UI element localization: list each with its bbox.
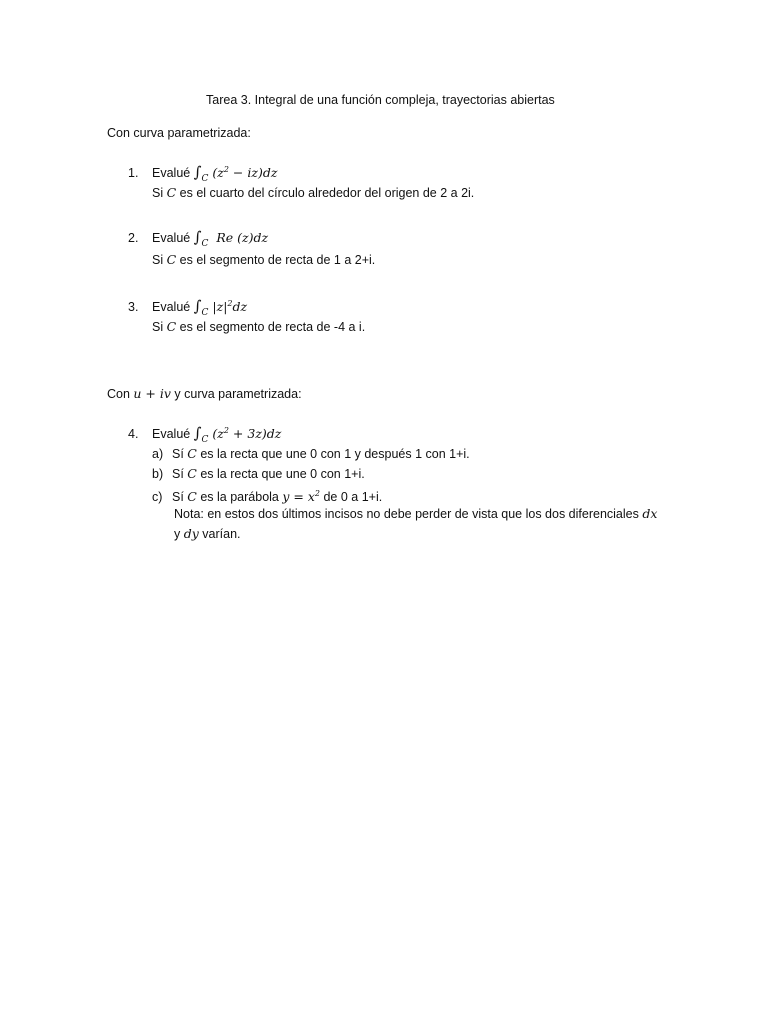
integral-subscript: C — [201, 435, 209, 445]
subitem-text: es la recta que une 0 con 1+i. — [196, 467, 365, 481]
problem-2-integrand: Re (z)dz — [208, 230, 269, 245]
problem-1-statement — [128, 162, 277, 187]
parabola-exponent: 2 — [314, 489, 320, 498]
subitem-label: c) — [152, 490, 163, 504]
parabola-equation: y = x — [282, 489, 315, 504]
differential-dy: dy — [183, 526, 199, 541]
subitem-prefix: Sí — [172, 447, 188, 461]
problem-2-lead: Evalué — [152, 231, 194, 245]
problem-4-integrand-post: + 3z)dz — [228, 426, 282, 441]
problem-3-lead: Evalué — [152, 300, 194, 314]
curve-variable: C — [166, 319, 177, 334]
note-text: y — [174, 527, 184, 541]
integral-sign: ∫ — [193, 297, 202, 315]
section-heading-u-iv — [107, 386, 302, 402]
curve-variable: C — [166, 252, 177, 267]
subitem-prefix: Sí — [172, 467, 188, 481]
curve-variable: C — [166, 185, 177, 200]
heading-suffix: y curva parametrizada: — [170, 387, 302, 401]
problem-4-lead: Evalué — [152, 427, 194, 441]
note-text: Nota: en estos dos últimos incisos no debe perder de vista que los dos diferenciales — [174, 507, 643, 521]
heading-prefix: Con — [107, 387, 134, 401]
subitem-prefix: Sí — [172, 490, 188, 504]
integral-subscript: C — [201, 239, 209, 249]
problem-1-integrand-post: − iz)dz — [228, 165, 278, 180]
problem-4-integrand-pre: (z — [208, 426, 224, 441]
integral-sign: ∫ — [193, 163, 202, 181]
condition-text: es el segmento de recta de -4 a i. — [176, 320, 366, 334]
condition-prefix: Si — [152, 186, 167, 200]
curve-variable: C — [187, 446, 197, 461]
condition-prefix: Si — [152, 320, 167, 334]
problem-3-condition — [152, 319, 365, 335]
condition-prefix: Si — [152, 253, 167, 267]
condition-text: es el cuarto del círculo alrededor del origen de 2 a 2i. — [176, 186, 475, 200]
subitem-text-end: de 0 a 1+i. — [320, 490, 383, 504]
note-text-end: varían. — [198, 527, 241, 541]
problem-3-integrand-post: dz — [232, 299, 248, 314]
differential-dx: dx — [642, 506, 658, 521]
note-line-1 — [174, 506, 657, 522]
integral-subscript: C — [201, 308, 209, 318]
problem-3-number: 3. — [128, 300, 139, 314]
subitem-a — [152, 446, 470, 462]
subitem-c — [152, 486, 382, 505]
condition-text: es el segmento de recta de 1 a 2+i. — [176, 253, 376, 267]
subitem-text: es la parábola — [196, 490, 283, 504]
problem-2-number: 2. — [128, 231, 139, 245]
problem-3-exponent: 2 — [227, 299, 233, 308]
integral-sign: ∫ — [193, 424, 202, 442]
problem-4-exponent: 2 — [223, 426, 229, 435]
problem-1-number: 1. — [128, 166, 139, 180]
heading-math: u + iv — [133, 386, 171, 401]
note-line-2 — [174, 526, 241, 542]
problem-1-condition — [152, 185, 474, 201]
problem-2-condition — [152, 252, 375, 268]
integral-subscript: C — [201, 174, 209, 184]
curve-variable: C — [187, 466, 197, 481]
problem-3-integrand-pre: |z| — [208, 299, 228, 314]
document-title: Tarea 3. Integral de una función compleja, trayectorias abiertas — [206, 93, 555, 107]
section-heading-parametrized: Con curva parametrizada: — [107, 126, 251, 140]
problem-3-statement — [128, 296, 247, 321]
problem-4-statement — [128, 423, 281, 448]
subitem-label: a) — [152, 447, 164, 461]
problem-1-exponent: 2 — [223, 165, 229, 174]
subitem-text: es la recta que une 0 con 1 y después 1 con 1+i. — [196, 447, 470, 461]
problem-1-lead: Evalué — [152, 166, 194, 180]
curve-variable: C — [187, 489, 197, 504]
problem-1-integrand-pre: (z — [208, 165, 224, 180]
integral-sign: ∫ — [193, 228, 202, 246]
problem-4-number: 4. — [128, 427, 139, 441]
subitem-label: b) — [152, 467, 164, 481]
problem-2-statement — [128, 229, 268, 252]
subitem-b — [152, 466, 365, 482]
